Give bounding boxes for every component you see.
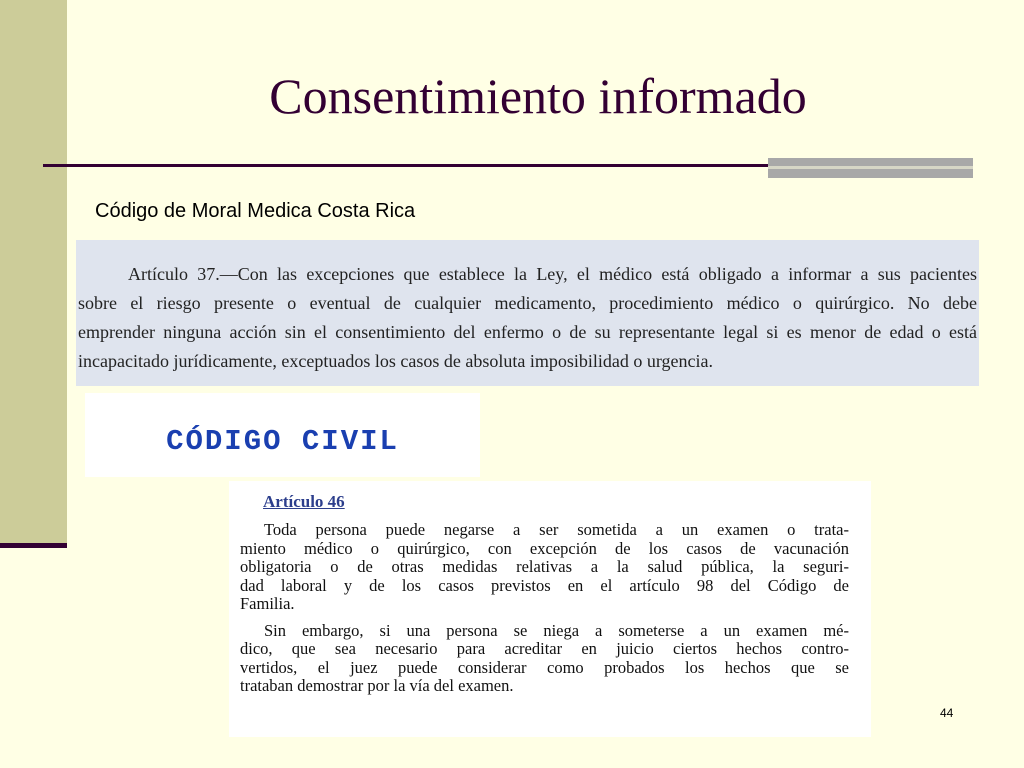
article-46-line: Familia. bbox=[240, 595, 295, 613]
article-46-line: vertidos, el juez puede considerar como probados los hechos que se bbox=[240, 658, 849, 677]
article-37-line: incapacitado jurídicamente, exceptuados los casos de absoluta imposibilidad o urgencia. bbox=[78, 351, 713, 371]
article-46-paragraph-2 bbox=[240, 622, 849, 696]
article-46-line: dico, que sea necesario para acreditar en juicio ciertos hechos contro- bbox=[240, 640, 849, 658]
article-46-excerpt bbox=[229, 481, 871, 737]
article-46-line: miento médico o quirúrgico, con excepción de los casos de vacunación bbox=[240, 539, 849, 558]
side-decor-bar bbox=[0, 0, 67, 543]
article-46-line: Sin embargo, si una persona se niega a someterse a un examen mé- bbox=[264, 621, 849, 640]
article-46-line: Toda persona puede negarse a ser sometida a un examen o trata- bbox=[264, 521, 849, 539]
article-46-line: dad laboral y de los casos previstos en el artículo 98 del Código de bbox=[240, 576, 849, 595]
page-number: 44 bbox=[940, 706, 954, 720]
slide-title: Consentimiento informado bbox=[269, 68, 807, 124]
codigo-civil-banner bbox=[85, 393, 480, 477]
codigo-civil-heading: CÓDIGO CIVIL bbox=[166, 425, 399, 458]
article-37-line: emprender ninguna acción sin el consentimiento del enfermo o de su representante legal si es menor de edad o está bbox=[78, 322, 977, 342]
title-divider-accent bbox=[768, 158, 973, 178]
article-46-line: trataban demostrar por la vía del examen. bbox=[240, 677, 514, 695]
article-37-excerpt bbox=[76, 240, 979, 386]
title-divider bbox=[43, 164, 770, 167]
article-46-line: obligatoria o de otras medidas relativas a la salud pública, la seguri- bbox=[240, 558, 849, 576]
article-46-heading: Artículo 46 bbox=[263, 492, 345, 511]
side-decor-underline bbox=[0, 543, 67, 548]
article-37-line: Artículo 37.—Con las excepciones que establece la Ley, el médico está obligado a informar a sus pacientes bbox=[128, 264, 977, 284]
article-46-paragraph-1 bbox=[240, 521, 849, 614]
slide-subtitle: Código de Moral Medica Costa Rica bbox=[95, 200, 416, 222]
article-37-line: sobre el riesgo presente o eventual de cualquier medicamento, procedimiento médico o quirúrgico. No debe bbox=[78, 293, 977, 313]
